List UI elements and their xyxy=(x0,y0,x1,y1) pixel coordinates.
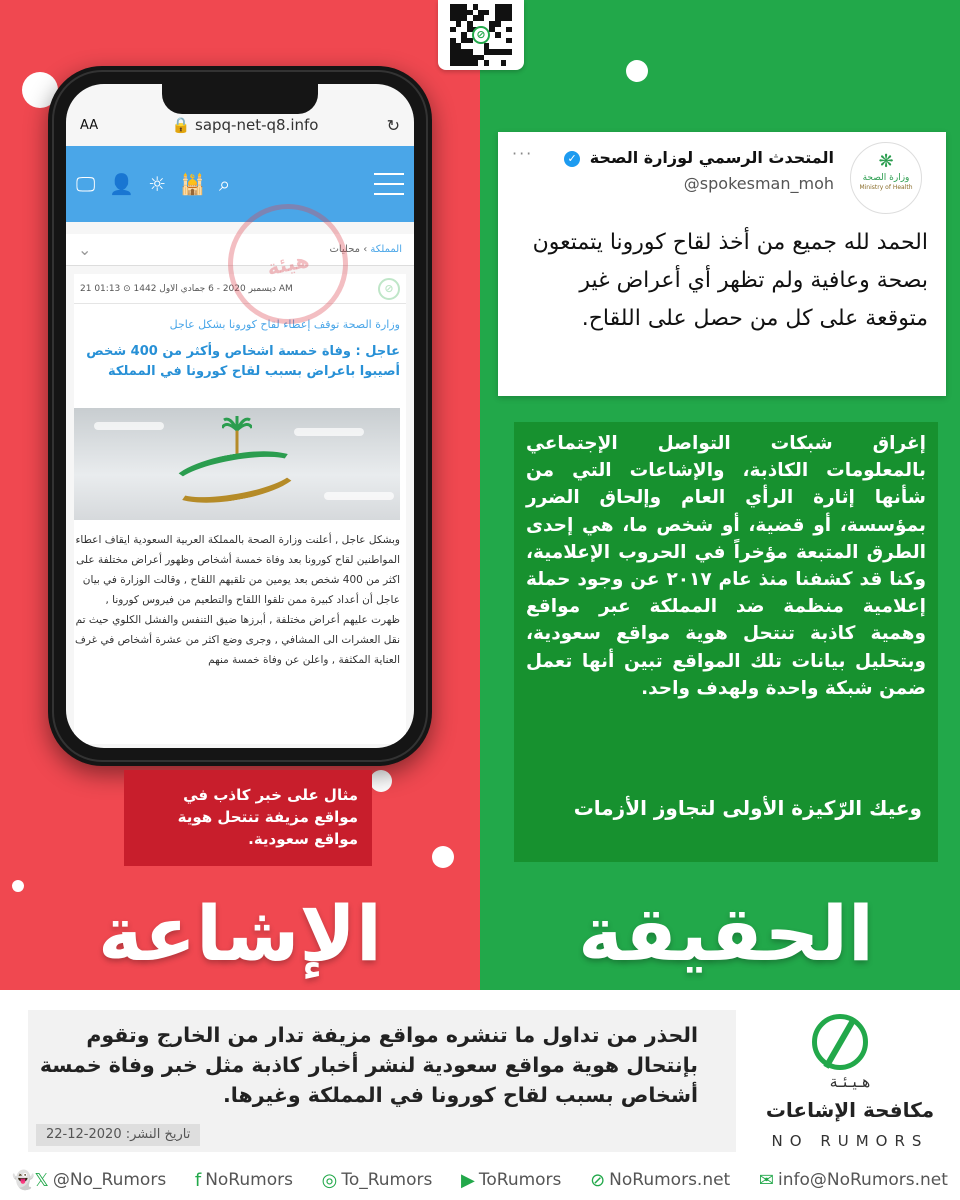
avatar[interactable] xyxy=(850,142,922,214)
avatar-label: وزارة الصحة xyxy=(862,173,910,183)
social-twitter[interactable] xyxy=(12,1170,166,1191)
chevron-down-icon[interactable]: ⌄ xyxy=(78,240,92,259)
palm-icon xyxy=(222,416,252,456)
decor-dot xyxy=(626,60,648,82)
youtube-icon: ▶ xyxy=(461,1169,475,1191)
reload-icon[interactable]: ↻ xyxy=(386,115,400,135)
truth-title: الحقيقة xyxy=(578,889,874,978)
tweet-handle[interactable]: @spokesman_moh xyxy=(683,174,834,193)
social-email[interactable] xyxy=(759,1170,948,1191)
fake-stamp: هيئة xyxy=(217,193,359,335)
publish-date: تاريخ النشر: 2020-12-22 xyxy=(36,1124,200,1146)
social-label: NoRumors.net xyxy=(609,1170,731,1190)
browser-address-bar[interactable] xyxy=(66,102,414,148)
article-headline[interactable]: عاجل : وفاة خمسة اشخاص وأكثر من 400 شخص أصيبوا باعراض بسبب لقاح كورونا في المملكة xyxy=(86,344,400,379)
search-icon[interactable]: ⌕ xyxy=(219,172,231,196)
social-footer xyxy=(0,1160,960,1200)
rumor-caption: مثال على خبر كاذب في مواقع مزيفة تنتحل هوية مواقع سعودية. xyxy=(124,770,372,866)
hamburger-menu-icon[interactable] xyxy=(374,173,404,195)
article-date: 21 ديسمبر 2020 - 6 جمادي الاول 1442 ⊙ 01:13 AM xyxy=(80,283,293,294)
site-navbar xyxy=(66,146,414,222)
no-rumors-logo-icon xyxy=(812,1014,868,1070)
rumor-title: الإشاعة xyxy=(98,889,382,978)
breadcrumb-home[interactable]: المملكة xyxy=(370,244,402,255)
qr-code[interactable] xyxy=(438,0,524,70)
breadcrumb-path: المملكة › محليات xyxy=(329,244,402,255)
palm-icon: ❋ xyxy=(878,151,894,172)
fake-article xyxy=(74,274,406,744)
monitor-icon[interactable]: 🖵 xyxy=(76,172,96,196)
more-options-icon[interactable]: ··· xyxy=(512,144,534,163)
social-website[interactable] xyxy=(590,1170,730,1191)
social-youtube[interactable] xyxy=(461,1170,561,1191)
verified-icon: ✓ xyxy=(564,151,580,167)
social-label: info@NoRumors.net xyxy=(778,1170,948,1190)
website-icon: ⊘ xyxy=(590,1169,606,1191)
url-text[interactable] xyxy=(110,116,380,134)
lock-icon: 🔒 xyxy=(171,116,191,134)
snapchat-twitter-icon: 👻𝕏 xyxy=(12,1169,49,1191)
breadcrumb-section[interactable]: محليات xyxy=(329,244,361,255)
instagram-icon: ◎ xyxy=(321,1169,338,1191)
social-label: ToRumors xyxy=(478,1170,562,1190)
avatar-label-en: Ministry of Health xyxy=(859,184,913,191)
moh-tweet[interactable] xyxy=(498,132,946,396)
social-label: To_Rumors xyxy=(341,1170,433,1190)
author-name-text: المتحدث الرسمي لوزارة الصحة xyxy=(589,148,834,167)
moh-logo-image xyxy=(74,408,400,520)
email-icon: ✉ xyxy=(758,1169,774,1191)
sun-icon[interactable]: ☼ xyxy=(148,172,167,196)
phone-screen xyxy=(66,84,414,748)
decor-dot xyxy=(432,846,454,868)
fact-text: إغراق شبكات التواصل الإجتماعي بالمعلومات الكاذبة، والإشاعات التي من شأنها إثارة الرأي العام وإلحاق الضرر بمؤسسة، أو قضية، أو شخص ما، هي إحدى الطرق المتبعة مؤخراً في الحروب الإعلامية، وكنا قد كشفنا منذ عام ٢٠١٧ عن وجود حملة إعلامية منظمة ضد المملكة عبر مواقع وهمية كاذبة تنتحل هوية مواقع سعودية، وبتحليل بيانات تلك المواقع تبين أنها تعمل ضمن شبكة واحدة ولهدف واحد. xyxy=(526,433,926,699)
facebook-icon: f xyxy=(194,1169,202,1191)
social-label: NoRumors xyxy=(205,1170,293,1190)
text-size-button[interactable]: AA xyxy=(80,117,99,133)
phone-mockup xyxy=(48,66,432,766)
tweet-text: الحمد لله جميع من أخذ لقاح كورونا يتمتعون بصحة وعافية ولم تظهر أي أعراض غير متوقعة على كل من حصل على اللقاح. xyxy=(532,230,928,331)
brand-line-2: مكافحة الإشاعات xyxy=(765,1098,935,1122)
tweet-author-name[interactable] xyxy=(564,148,834,167)
awareness-slogan: وعيك الرّكيزة الأولى لتجاوز الأزمات xyxy=(573,796,922,820)
user-icon[interactable]: 👤 xyxy=(109,172,135,196)
site-logo-icon: ⊘ xyxy=(378,278,400,300)
social-facebook[interactable] xyxy=(195,1170,293,1191)
article-body: وبشكل عاجل , أعلنت وزارة الصحة بالمملكة العربية السعودية ايقاف اعطاء المواطنين لقاح كورونا بعد وفاة خمسة أشخاص وظهور أعراض مختلفة على اكثر من 400 شخص بعد يومين من تلقيهم اللقاح , وقالت الوزارة في بيان عاجل أن أعداد كبيرة ممن تلقوا اللقاح والتطعيم من فيروس كورونا , ظهرت عليهم أعراض مختلفة , أبرزها ضيق التنفس والفشل الكلوي حيث تم نقل العشرات الى المشافي , وجرى وضع اكثر من عشرة أشخاص في غرف العناية المكثفة , واعلن عن وفاة خمسة منهم xyxy=(74,534,400,666)
brand-line-1: هـيـئـة xyxy=(829,1072,871,1091)
url-label: sapq-net-q8.info xyxy=(195,116,319,134)
decor-dot xyxy=(370,770,392,792)
qr-logo-icon: ⊘ xyxy=(472,26,490,44)
social-label: @No_Rumors xyxy=(52,1170,167,1190)
mosque-icon[interactable]: 🕌 xyxy=(180,172,206,196)
decor-dot xyxy=(12,880,24,892)
social-instagram[interactable] xyxy=(322,1170,433,1191)
warning-text: الحذر من تداول ما تنشره مواقع مزيفة تدار من الخارج وتقوم بإنتحال هوية مواقع سعودية لنشر أخبار كاذبة مثل خبر وفاة خمسة أشخاص بسبب لقاح كورونا في المملكة وغيرها. xyxy=(39,1023,698,1107)
brand-english: NO RUMORS xyxy=(771,1132,929,1150)
article-subtitle[interactable]: وزارة الصحة توقف إعطاء لقاح كورونا بشكل عاجل xyxy=(169,318,400,331)
